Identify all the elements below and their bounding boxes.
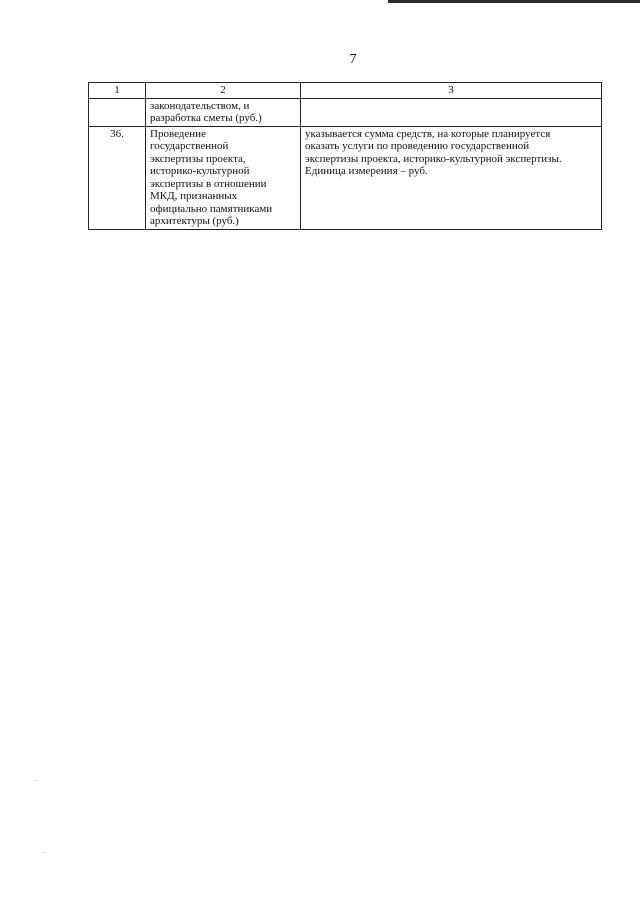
table-header-row bbox=[89, 83, 602, 99]
header-col-1: 1 bbox=[89, 83, 146, 99]
row-name-cell: Проведение государственной экспертизы проекта, историко-культурной экспертизы в отношении МКД, признанных официально памятниками архитектуры (руб.) bbox=[146, 126, 301, 229]
row-number-cell: 36. bbox=[89, 126, 146, 229]
row-name-cell: законодательством, и разработка сметы (руб.) bbox=[146, 98, 301, 126]
scan-edge-mark bbox=[388, 0, 640, 3]
row-description-cell: указывается сумма средств, на которые планируется оказать услуги по проведению государственной экспертизы проекта, историко-культурной экспертизы. Единица измерения – руб. bbox=[301, 126, 602, 229]
row-description-cell bbox=[301, 98, 602, 126]
header-col-2: 2 bbox=[146, 83, 301, 99]
scan-speck bbox=[36, 780, 37, 781]
scan-speck bbox=[44, 852, 45, 853]
table-row-continued bbox=[89, 98, 602, 126]
page-number: 7 bbox=[349, 52, 357, 67]
table-row bbox=[89, 126, 602, 229]
row-number-cell bbox=[89, 98, 146, 126]
header-col-3: 3 bbox=[301, 83, 602, 99]
indicator-table bbox=[88, 82, 602, 230]
